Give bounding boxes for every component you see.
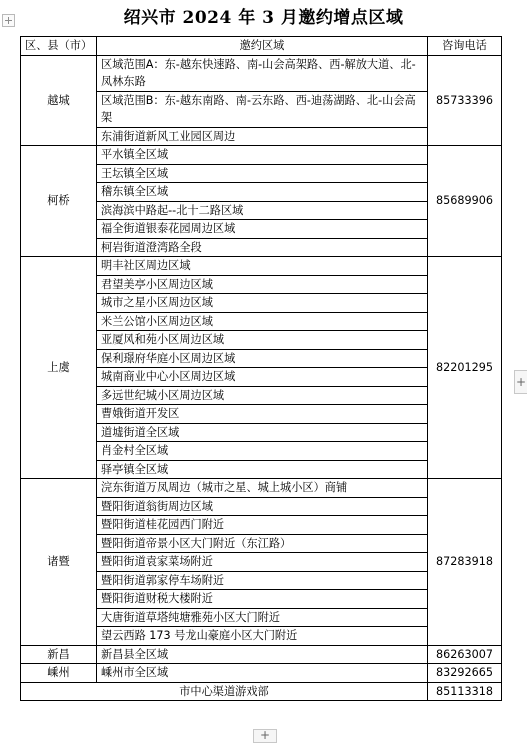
county-cell: 越城 [21, 55, 97, 146]
zone-cell: 暨阳街道袁家菜场附近 [97, 553, 428, 572]
zone-cell: 区域范围B：东-越东南路、南-云东路、西-迪荡湖路、北-山会高架 [97, 91, 428, 127]
zone-cell: 东浦街道新风工业园区周边 [97, 127, 428, 146]
zone-cell: 城市之星小区周边区域 [97, 294, 428, 313]
zone-cell: 曹娥街道开发区 [97, 405, 428, 424]
zone-cell: 望云西路 173 号龙山豪庭小区大门附近 [97, 627, 428, 646]
county-cell: 新昌 [21, 645, 97, 664]
footer-row [21, 682, 502, 701]
invitation-zone-table [20, 36, 502, 701]
add-row-icon[interactable]: + [253, 729, 277, 743]
zone-cell: 暨阳街道桂花园西门附近 [97, 516, 428, 535]
zone-cell: 亚厦风和苑小区周边区域 [97, 331, 428, 350]
header-zone: 邀约区域 [97, 37, 428, 56]
zone-cell: 驿亭镇全区域 [97, 460, 428, 479]
phone-cell: 86263007 [428, 645, 502, 664]
phone-cell: 85733396 [428, 55, 502, 146]
zone-cell: 稽东镇全区域 [97, 183, 428, 202]
zone-cell: 柯岩街道澄湾路全段 [97, 238, 428, 257]
county-cell: 上虞 [21, 257, 97, 479]
zone-cell: 新昌县全区域 [97, 645, 428, 664]
zone-cell: 福全街道银泰花园周边区域 [97, 220, 428, 239]
county-cell: 柯桥 [21, 146, 97, 257]
page-title: 绍兴市 2024 年 3 月邀约增点区域 [123, 8, 404, 28]
zone-cell: 浣东街道万凤周边（城市之星、城上城小区）商铺 [97, 479, 428, 498]
zone-cell: 暨阳街道财税大楼附近 [97, 590, 428, 609]
zone-cell: 多远世纪城小区周边区域 [97, 386, 428, 405]
zone-cell: 明丰社区周边区域 [97, 257, 428, 276]
phone-cell: 85689906 [428, 146, 502, 257]
zone-cell: 君望美亭小区周边区域 [97, 275, 428, 294]
zone-cell: 肖金村全区域 [97, 442, 428, 461]
zone-cell: 滨海滨中路起--北十二路区域 [97, 201, 428, 220]
county-cell: 嵊州 [21, 664, 97, 683]
table-row [21, 257, 502, 276]
zone-cell: 米兰公馆小区周边区域 [97, 312, 428, 331]
table-row [21, 146, 502, 165]
zone-cell: 大唐街道草塔纯塘雅苑小区大门附近 [97, 608, 428, 627]
zone-cell: 嵊州市全区域 [97, 664, 428, 683]
footer-phone: 85113318 [428, 682, 502, 701]
zone-cell: 暨阳街道郭家停车场附近 [97, 571, 428, 590]
table-row [21, 664, 502, 683]
zone-cell: 城南商业中心小区周边区域 [97, 368, 428, 387]
header-phone: 咨询电话 [428, 37, 502, 56]
county-cell: 诸暨 [21, 479, 97, 646]
phone-cell: 87283918 [428, 479, 502, 646]
header-row [21, 37, 502, 56]
zone-cell: 平水镇全区域 [97, 146, 428, 165]
table-row [21, 55, 502, 91]
zone-cell: 道墟街道全区域 [97, 423, 428, 442]
phone-cell: 83292665 [428, 664, 502, 683]
header-county: 区、县（市） [21, 37, 97, 56]
zone-cell: 王坛镇全区域 [97, 164, 428, 183]
table-row [21, 479, 502, 498]
add-column-icon[interactable]: + [514, 370, 527, 394]
footer-label: 市中心渠道游戏部 [21, 682, 428, 701]
table-row [21, 645, 502, 664]
zone-cell: 暨阳街道翁街周边区域 [97, 497, 428, 516]
zone-cell: 暨阳街道帝景小区大门附近（东江路） [97, 534, 428, 553]
zone-cell: 区域范围A：东-越东快速路、南-山会高架路、西-解放大道、北-凤林东路 [97, 55, 428, 91]
phone-cell: 82201295 [428, 257, 502, 479]
zone-cell: 保利璟府华庭小区周边区域 [97, 349, 428, 368]
